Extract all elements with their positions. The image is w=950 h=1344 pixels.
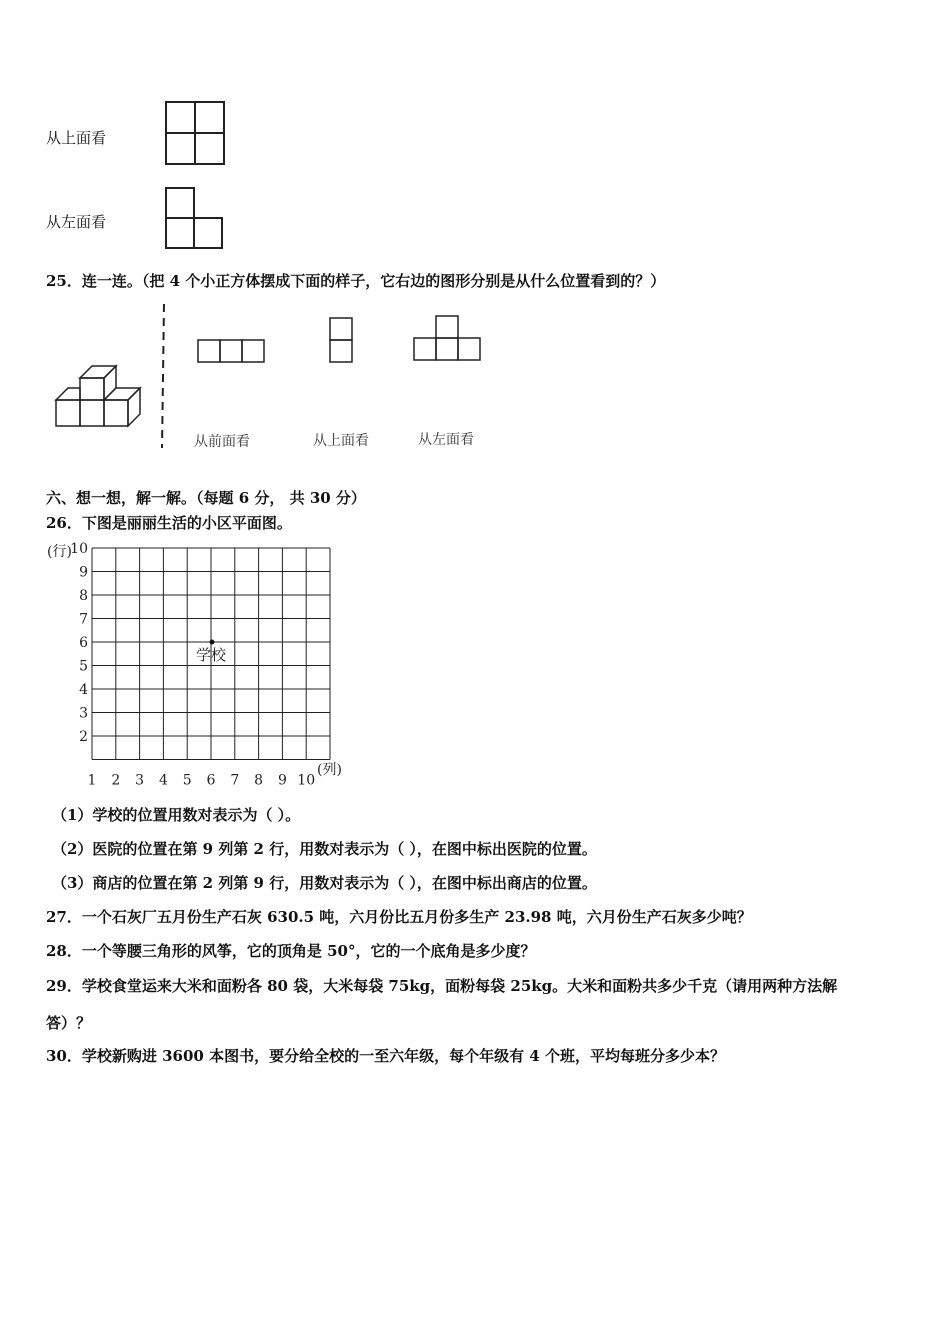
q26-sub3: （3）商店的位置在第 2 列第 9 行，用数对表示为（ ），在图中标出商店的位置。: [52, 874, 597, 892]
y-tick-label: 3: [79, 705, 88, 722]
q28-text: 28．一个等腰三角形的风筝，它的顶角是 50°，它的一个底角是多少度？: [46, 942, 536, 960]
y-tick-label: 8: [79, 588, 88, 604]
q29-line1: 29．学校食堂运来大米和面粉各 80 袋，大米每袋 75kg，面粉每袋 25kg。大米和面粉共多少千克（请用两种方法解: [46, 977, 838, 995]
dashed-divider: [160, 302, 168, 450]
school-point: [210, 640, 215, 645]
cube-stack-figure: [52, 360, 148, 434]
coordinate-grid: [40, 540, 360, 789]
x-tick-label: 2: [111, 772, 121, 789]
front-view-shape: [196, 336, 268, 366]
y-tick-label: 4: [79, 682, 88, 698]
school-label: 学校: [196, 646, 227, 664]
caption-top: 从上面看: [313, 433, 369, 449]
q25-text: 25．连一连。（把 4 个小正方体摆成下面的样子，它右边的图形分别是从什么位置看到的？）: [46, 272, 666, 290]
y-tick-label: 9: [79, 564, 88, 581]
x-axis-label: (列): [317, 762, 342, 778]
left-view-figure: [164, 186, 226, 252]
label-left-view: 从左面看: [46, 213, 107, 231]
x-tick-label: 5: [182, 772, 192, 789]
label-top-view: 从上面看: [46, 129, 107, 147]
x-tick-label: 10: [297, 772, 316, 789]
x-tick-label: 7: [230, 772, 240, 789]
section6-heading: 六、想一想，解一解。（每题 6 分， 共 30 分）: [46, 489, 366, 507]
left-view-shape: [412, 314, 484, 364]
y-tick-label: 2: [79, 729, 88, 745]
top-view-figure: [164, 100, 228, 168]
y-tick-label: 6: [79, 635, 88, 651]
caption-front: 从前面看: [194, 434, 250, 450]
x-tick-label: 3: [135, 772, 145, 789]
q26-sub1: （1）学校的位置用数对表示为（ ）。: [52, 806, 301, 824]
x-tick-label: 8: [254, 772, 264, 789]
y-tick-label: 10: [70, 541, 88, 557]
q27-text: 27．一个石灰厂五月份生产石灰 630.5 吨，六月份比五月份多生产 23.98 吨，六月份生产石灰多少吨？: [46, 908, 752, 926]
q30-text: 30．学校新购进 3600 本图书，要分给全校的一至六年级，每个年级有 4 个班，平均每班分多少本？: [46, 1047, 725, 1065]
x-tick-label: 6: [206, 772, 216, 789]
y-tick-label: 7: [79, 611, 88, 628]
q26-text: 26．下图是丽丽生活的小区平面图。: [46, 514, 292, 532]
q29-line2: 答）？: [46, 1014, 92, 1032]
x-tick-label: 4: [158, 772, 168, 789]
y-tick-label: 5: [79, 658, 88, 675]
q26-sub2: （2）医院的位置在第 9 列第 2 行，用数对表示为（ ），在图中标出医院的位置。: [52, 840, 597, 858]
y-axis-label: (行): [47, 544, 72, 560]
caption-left: 从左面看: [418, 432, 474, 448]
x-tick-label: 9: [277, 772, 287, 789]
x-tick-label: 1: [87, 772, 97, 789]
top-view-shape: [326, 316, 356, 366]
